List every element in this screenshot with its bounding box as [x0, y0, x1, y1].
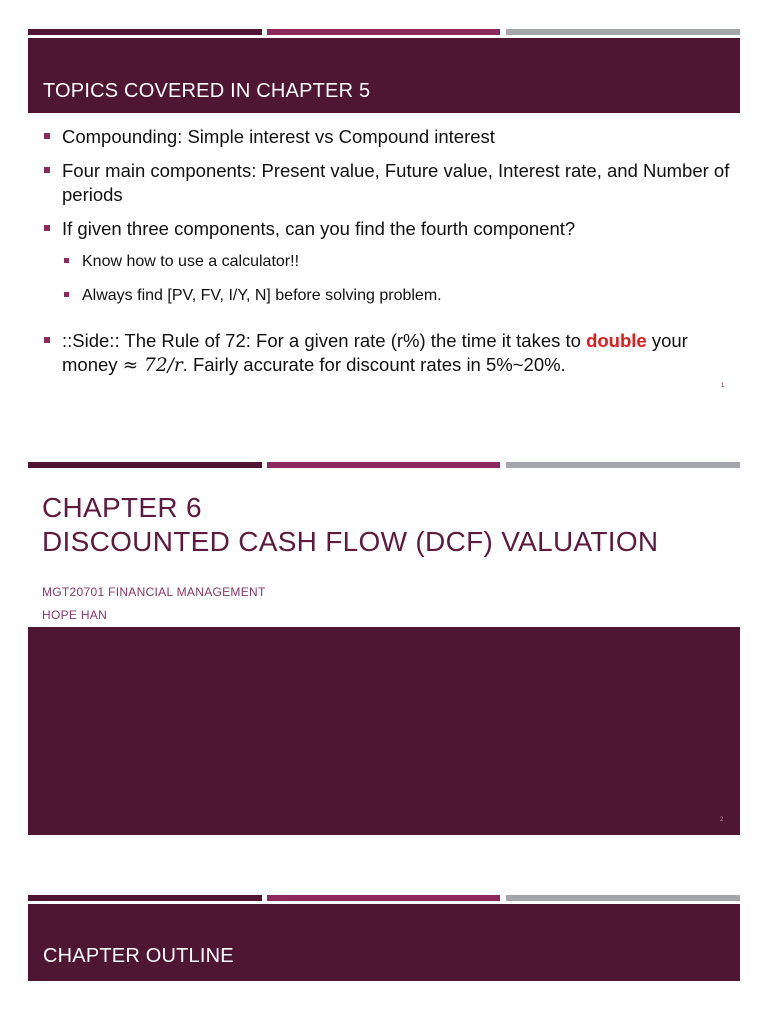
stripe-segment-medium — [267, 895, 500, 901]
author-name: HOPE HAN — [42, 608, 108, 622]
bullet-item — [44, 125, 734, 149]
sub-bullet-text: Know how to use a calculator!! — [82, 253, 300, 270]
bullet-item — [44, 329, 734, 378]
square-bullet-icon — [44, 225, 50, 231]
stripe-segment-medium — [267, 29, 500, 35]
bullet-text: ::Side:: The Rule of 72: For a given rate (r%) the time it takes to — [62, 330, 587, 351]
formula-text: ≈ 72/r — [122, 355, 183, 376]
bullet-text: your money — [62, 330, 688, 375]
stripe-segment-gray — [506, 895, 740, 901]
stripe-segment-gray — [506, 29, 740, 35]
square-bullet-icon — [44, 167, 50, 173]
course-name: MGT20701 FINANCIAL MANAGEMENT — [42, 585, 266, 599]
slide-top-stripe — [28, 29, 740, 35]
square-bullet-icon — [44, 337, 50, 343]
bullet-text: Four main components: Present value, Future value, Interest rate, and Number of periods — [62, 160, 730, 205]
bullet-text: If given three components, can you find the fourth component? — [62, 218, 576, 239]
square-bullet-icon — [64, 258, 69, 263]
stripe-segment-dark — [28, 895, 262, 901]
slide-chapter-outline — [0, 890, 768, 1024]
slide-title: TOPICS COVERED IN CHAPTER 5 — [43, 80, 371, 102]
slide-title: CHAPTER OUTLINE — [43, 945, 234, 967]
chapter-number: CHAPTER 6 — [42, 492, 202, 523]
bullet-list — [44, 125, 734, 388]
stripe-segment-dark — [28, 29, 262, 35]
slide-top-stripe — [28, 895, 740, 901]
slide-title-bar — [28, 904, 740, 981]
sub-bullet-item — [64, 251, 734, 273]
bullet-text: Compounding: Simple interest vs Compound interest — [62, 126, 495, 147]
chapter-title: DISCOUNTED CASH FLOW (DCF) VALUATION — [42, 526, 659, 557]
page-number: 1 — [721, 383, 725, 389]
sub-bullet-item — [64, 285, 734, 307]
slide-topics-covered — [0, 0, 768, 420]
slide-top-stripe — [28, 462, 740, 468]
bullet-text: . Fairly accurate for discount rates in 5%~20%. — [182, 354, 566, 375]
stripe-segment-dark — [28, 462, 262, 468]
slide-chapter-title — [0, 455, 768, 855]
square-bullet-icon — [64, 292, 69, 297]
square-bullet-icon — [44, 133, 50, 139]
slide-dark-panel — [28, 627, 740, 835]
emphasis-text: double — [586, 330, 647, 351]
slide-title-bar — [28, 38, 740, 113]
page-number: 2 — [720, 817, 724, 823]
sub-bullet-text: Always find [PV, FV, I/Y, N] before solving problem. — [82, 287, 442, 304]
stripe-segment-gray — [506, 462, 740, 468]
bullet-item — [44, 159, 734, 207]
bullet-item — [44, 217, 734, 241]
stripe-segment-medium — [267, 462, 500, 468]
